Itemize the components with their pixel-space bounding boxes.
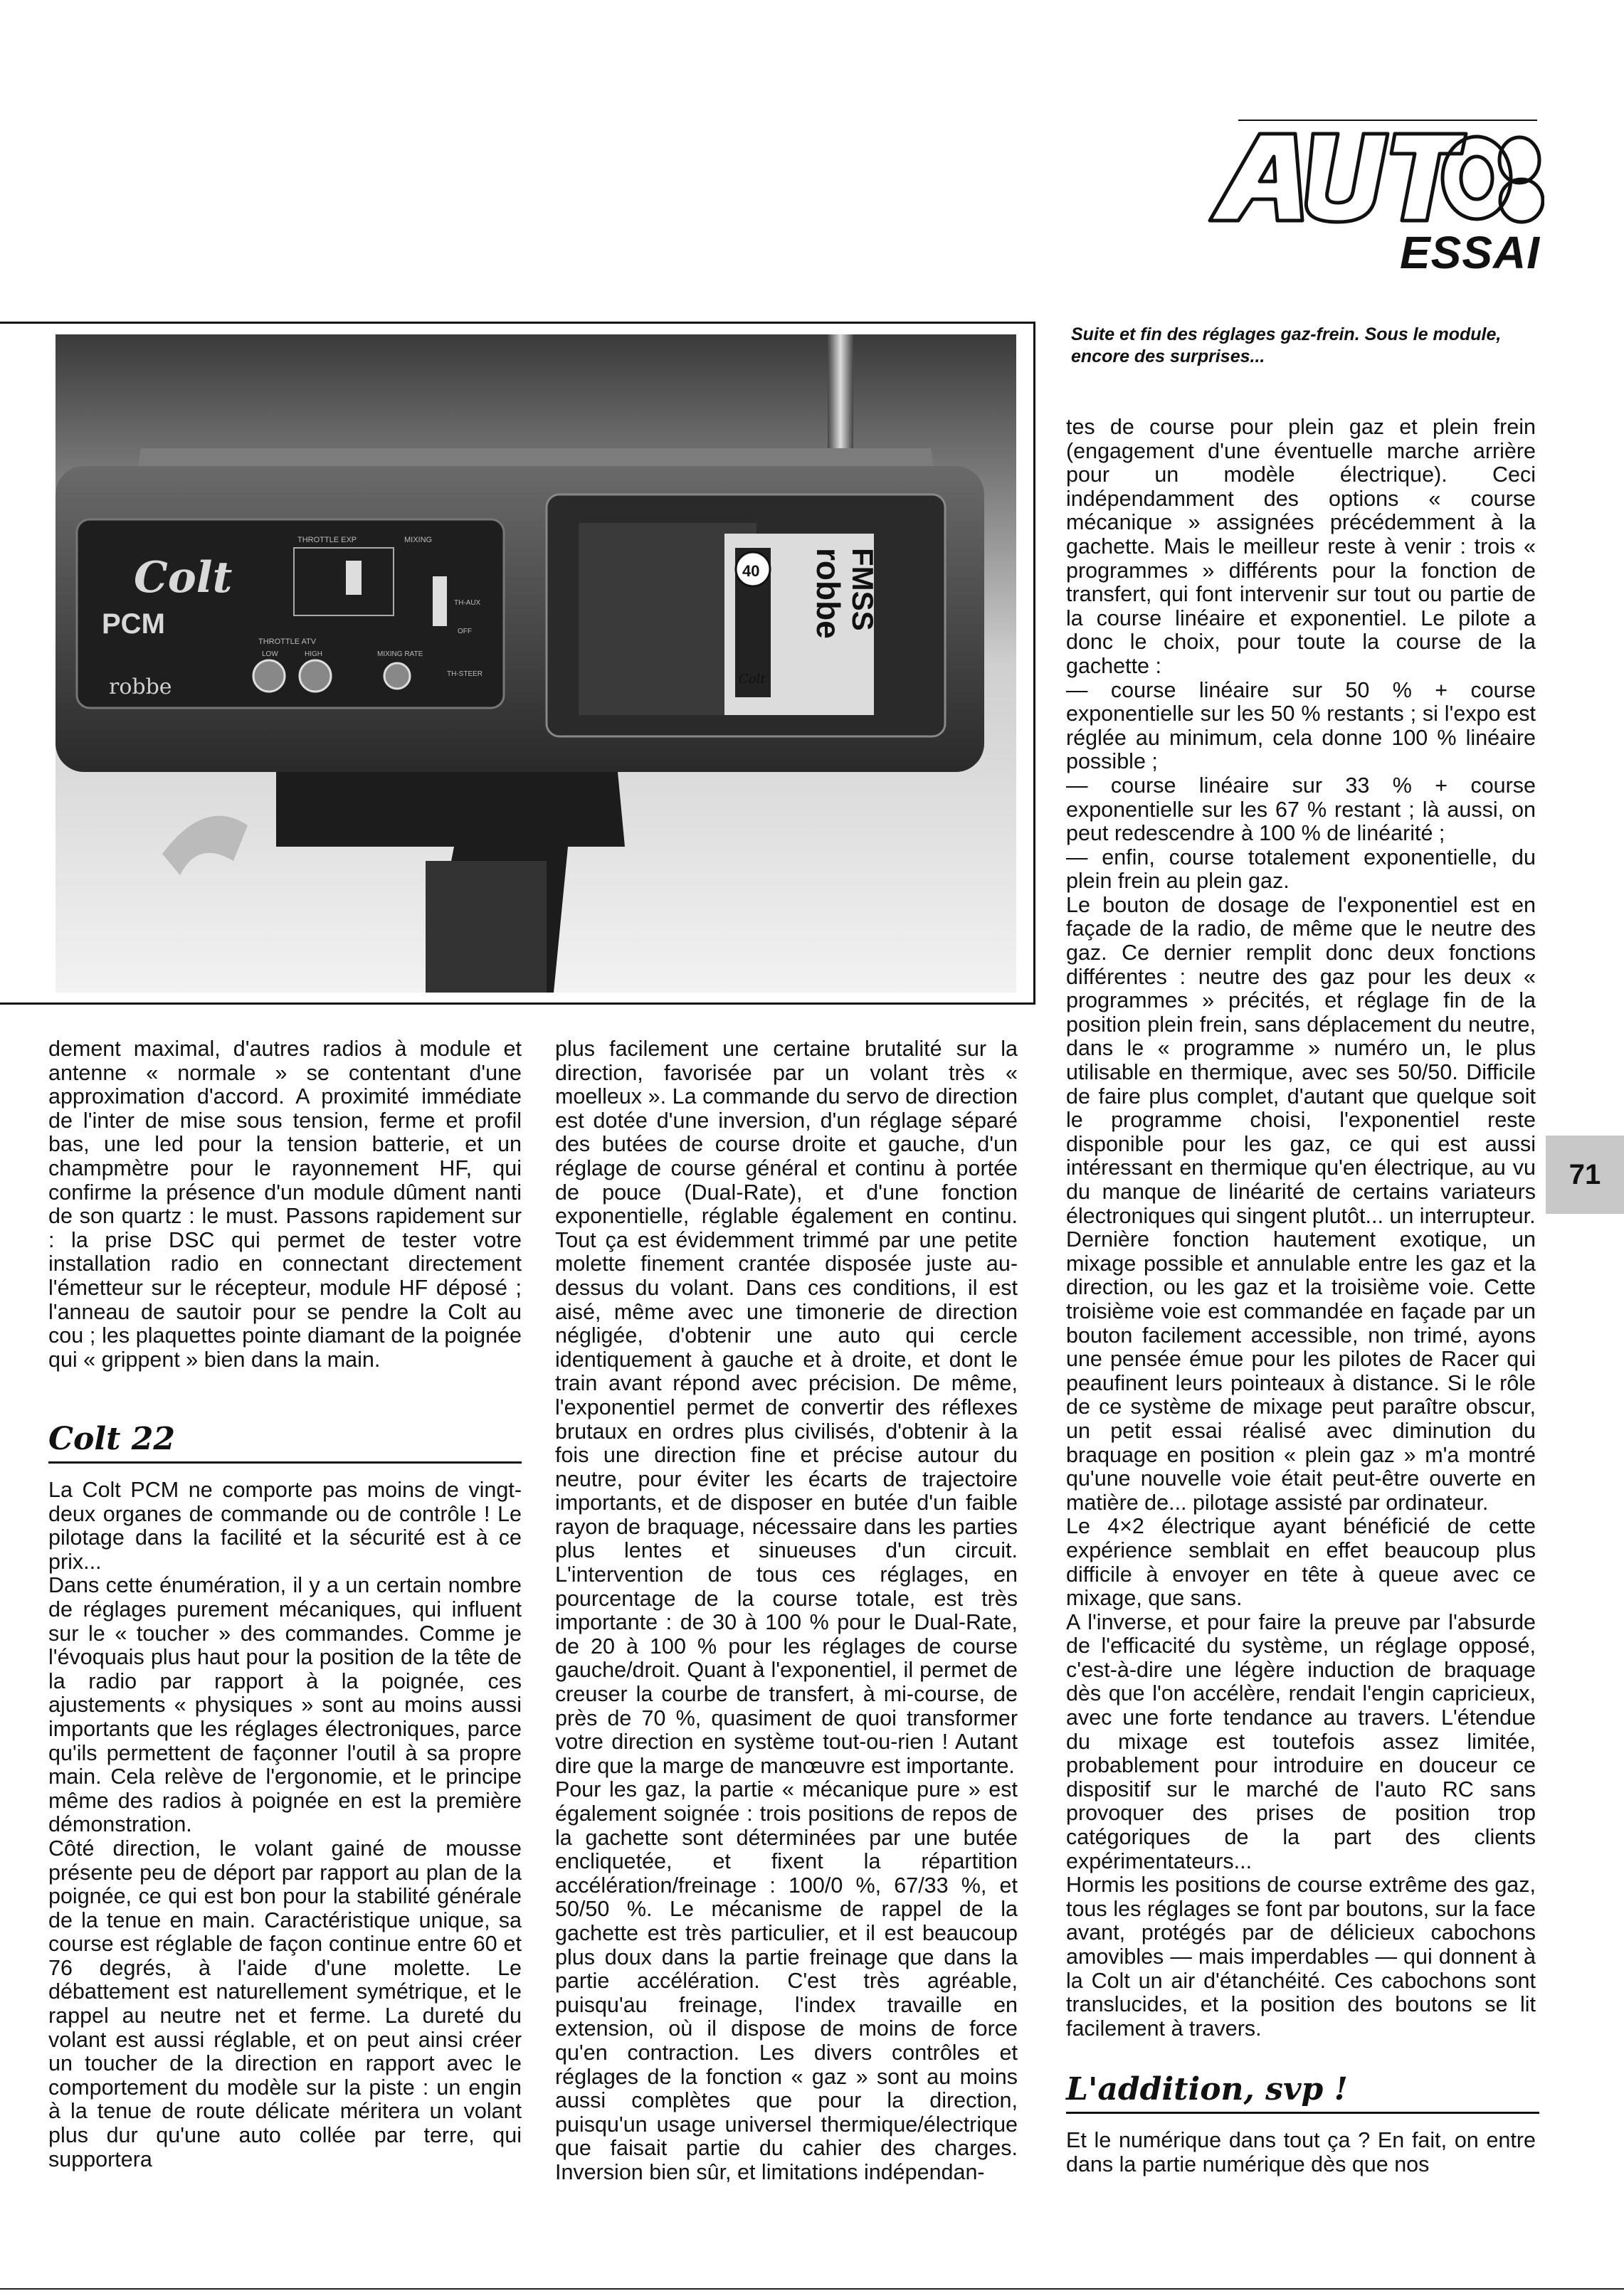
label-off: OFF [458,628,472,635]
panel-maker: robbe [109,674,172,699]
paragraph: Hormis les positions de course extrême des gaz, tous les réglages se font par boutons, sur la face avant, protégés par de délicieux cabochons amovibles — mais imperdables — qui donnent à la Colt un air d'étanchéité. Ces cabochons sont translucides, et la position des boutons se lit facilement à travers. [1066,1873,1536,2041]
module-model: FMSS [846,548,880,631]
photo-caption: Suite et fin des réglages gaz-frein. Sous le module, encore des surprises... [1071,324,1502,366]
column-1-bottom [48,1478,522,2171]
module-brand: robbe [810,548,847,639]
label-throttle-atv: THROTTLE ATV [258,638,317,646]
column-2 [555,1037,1018,2185]
column-1-top [48,1037,522,1372]
paragraph: dement maximal, d'autres radios à module et antenne « normale » se contentant d'une approximation d'accord. A proximité immédiate de l'inter de mise sous tension, ferme et profil bas, une led pour la tension batterie, et un champmètre pour le rayonnement HF, qui confirme la présence d'un module dûment nanti de son quartz : le must. Passons rapidement sur : la prise DSC qui permet de tester votre installation radio en connectant directement l'émetteur sur le récepteur, module HF déposé ; l'anneau de sautoir pour se pendre la Colt au cou ; les plaquettes pointe diamant de la poignée qui « grippent » bien dans la main. [48,1037,522,1372]
auto8-logo [1196,121,1544,228]
paragraph: tes de course pour plein gaz et plein frein (engagement d'une éventuelle marche arrière pour un modèle électrique). Ceci indépendamment des options « course mécanique » assignées précédemment à la gachette. Mais le meilleur reste à venir : trois « programmes » différents pour la fonction de transfert, qui font intervenir sur tout ou partie de la course linéaire et exponentiel. Le pilote a donc le choix, pour toute la course de la gachette : [1066,415,1536,678]
panel-brand: Colt [134,553,233,603]
paragraph: Le bouton de dosage de l'exponentiel est en façade de la radio, de même que le neutre des gaz. Ce dernier remplit donc deux fonctions différentes : neutre des gaz pour les deux « programmes » précités, et réglage fin de la position plein frein, sans déplacement du neutre, dans le « programme » numéro un, le plus utilisable en thermique, avec ses 50/50. Difficile de faire plus complet, d'autant que quelque soit le programme choisi, l'exponentiel reste disponible pour les gaz, ce qui est aussi intéressant en thermique qu'en électrique, au vu du manque de linéarité de certains variateurs électroniques qui singent plutôt... un interrupteur. [1066,892,1536,1228]
paragraph: — course linéaire sur 33 % + course exponentielle sur les 67 % restant ; là aussi, on peut redescendre à 100 % de linéarité ; [1066,773,1536,846]
label-th-steer: TH-STEER [447,670,483,678]
column-3 [1066,416,1536,2041]
paragraph: Côté direction, le volant gainé de mousse présente peu de déport par rapport au plan de la poignée, ce qui est bon pour la stabilité générale de la tenue en main. Caractéristique unique, sa course est réglable de façon continue entre 60 et 76 degrés, à l'aide d'une molette. Le débattement est naturellement symétrique, et le rappel au neutre net et ferme. La dureté du volant est aussi réglable, et on peut ainsi créer un toucher de la direction en rapport avec le comportement du modèle sur la piste : un engin à la tenue de route délicate méritera un volant plus dur qu'une auto collée par terre, qui supportera [48,1836,522,2171]
label-mixing: MIXING [404,536,433,544]
transmitter-photo [56,334,1016,993]
label-mixing-rate: MIXING RATE [377,650,423,658]
panel-model: PCM [102,608,165,640]
paragraph: — course linéaire sur 50 % + course exponentielle sur les 50 % restants ; si l'expo est réglée au minimum, cela donne 100 % linéaire possible ; [1066,677,1536,774]
label-throttle-exp: THROTTLE EXP [297,536,357,544]
paragraph: — enfin, course totalement exponentielle, du plein frein au plein gaz. [1066,845,1536,894]
bottom-rule [0,2288,1624,2290]
paragraph: A l'inverse, et pour faire la preuve par l'absurde de l'efficacité du système, un réglage opposé, c'est-à-dire une légère induction de braquage dès que l'on accélère, rendait l'engin capricieux, avec une forte tendance au travers. L'étendue du mixage est toutefois assez limitée, probablement pour introduire en douceur ce dispositif sur le marché de l'auto RC sans provoquer des prises de position trop catégoriques de la part des clients expérimentateurs... [1066,1609,1536,1873]
label-high: HIGH [305,650,322,658]
paragraph: Pour les gaz, la partie « mécanique pure » est également soignée : trois positions de repos de la gachette sont déterminées par une butée encliquetée, et fixent la répartition accélération/freinage : 100/0 %, 67/33 %, et 50/50 %. Le mécanisme de rappel de la gachette est très particulier, et il est beaucoup plus doux dans la partie freinage que dans la partie accélération. C'est très agréable, puisqu'au freinage, l'index travaille en extension, où il dispose de moins de force qu'en contraction. Les divers contrôles et réglages de la fonction « gaz » sont au moins aussi complètes que pour la direction, puisqu'un usage universel thermique/électrique que faisait partie du cahier des charges. Inversion bien sûr, et limitations indépendan- [555,1777,1018,2184]
column-3-bottom [1066,2129,1536,2176]
subheading-colt-22: Colt 22 [48,1422,522,1464]
paragraph: La Colt PCM ne comporte pas moins de vingt-deux organes de commande ou de contrôle ! Le pilotage dans la facilité et la sécurité est à ce prix... [48,1478,522,1574]
label-th-aux: TH-AUX [454,599,481,607]
section-label: ESSAI [1399,227,1540,278]
paragraph: Et le numérique dans tout ça ? En fait, on entre dans la partie numérique dès que nos [1066,2128,1536,2176]
module-small-label: Colt [739,672,766,687]
subheading-addition: L'addition, svp ! [1066,2072,1539,2114]
paragraph: Dans cette énumération, il y a un certain nombre de réglages purement mécaniques, qui influent sur le « toucher » des commandes. Comme je l'évoquais plus haut pour la position de la tête de la radio par rapport à la poignée, ces ajustements « physiques » sont au moins aussi importants que les réglages électroniques, parce qu'ils permettent de façonner l'outil à sa propre main. Cela relève de l'ergonomie, et le principe même des radios à poignée en est la première démonstration. [48,1573,522,1837]
paragraph: plus facilement une certaine brutalité sur la direction, favorisée par un volant très « moelleux ». La commande du servo de direction est dotée d'une inversion, d'un réglage séparé des butées de course droite et gauche, d'un réglage de course général et continu à portée de pouce (Dual-Rate), et d'une fonction exponentielle, réglable également en continu. Tout ça est évidemment trimmé par une petite molette finement crantée disposée juste au-dessus du volant. Dans ces conditions, il est aisé, même avec une timonerie de direction négligée, d'obtenir une auto qui cercle identiquement à gauche et à droite, et dont le train avant répond avec précision. De même, l'exponentiel permet de convertir des réflexes brutaux en ordres plus civilisés, d'obtenir à la fois une direction fine et précise autour du neutre, pour éviter les écarts de trajectoire importants, et de disposer en butée d'un faible rayon de braquage, nécessaire dans les parties plus lentes et sinueuses d'un circuit. L'intervention de tous ces réglages, en pourcentage de la course totale, est très importante : de 30 à 100 % pour le Dual-Rate, de 20 à 100 % pour les réglages de course gauche/droit. Quant à l'exponentiel, il permet de creuser la courbe de transfert, à mi-course, de près de 70 %, quasiment de quoi transformer votre direction en système tout-ou-rien ! Autant dire que la marge de manœuvre est importante. [555,1037,1018,1778]
paragraph: Dernière fonction hautement exotique, un mixage possible et annulable entre les gaz et la direction, ou les gaz et la troisième voie. Cette troisième voie est commandée en façade par un bouton facilement accessible, non trimé, ayons une pensée émue pour les pilotes de Racer qui peaufinent leurs pointeaux à distance. Si le rôle de ce système de mixage peut paraître obscur, un petit essai réalisé avec diminution du braquage en position « plein gaz » m'a montré qu'une nouvelle voie était peut-être ouverte en matière de... pilotage assisté par ordinateur. [1066,1227,1536,1515]
label-low: LOW [262,650,278,658]
module-badge: 40 [742,562,760,580]
page-number: 71 [1546,1136,1624,1214]
paragraph: Le 4×2 électrique ayant bénéficié de cette expérience semblait en effet beaucoup plus difficile à envoyer en tête à queue avec ce mixage, que sans. [1066,1514,1536,1611]
